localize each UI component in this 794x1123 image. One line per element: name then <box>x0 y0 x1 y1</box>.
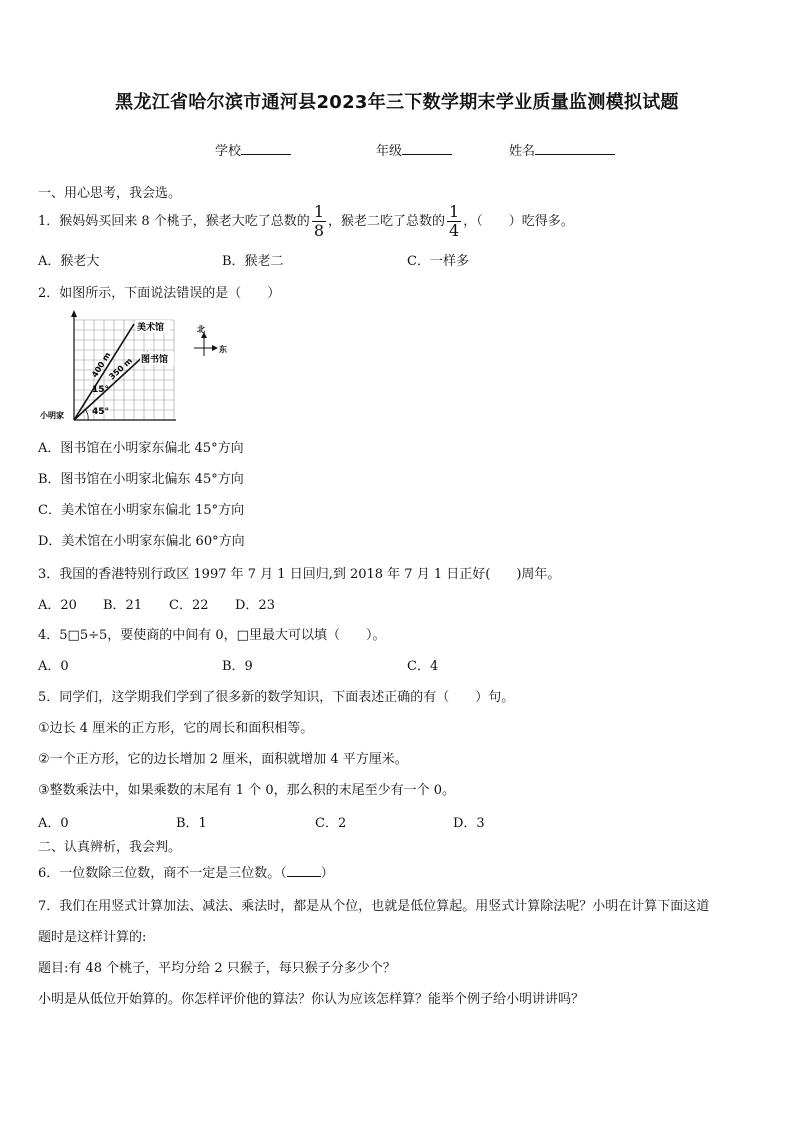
q3-option-a[interactable]: A．20 <box>38 598 77 613</box>
grade-label: 年级 <box>376 144 403 159</box>
q2-option-d[interactable]: D．美术馆在小明家东偏北 60°方向 <box>38 534 245 549</box>
circled-2-mark: ② <box>38 752 50 767</box>
name-blank[interactable] <box>535 142 615 155</box>
question-2: 2．如图所示，下面说法错误的是（ ） <box>38 286 281 301</box>
question-7-line-3: 题目:有 48 个桃子，平均分给 2 只猴子，每只猴子分多少个？ <box>38 961 396 976</box>
direction-figure <box>36 308 236 428</box>
q1-part2: ，猴老二吃了总数的 <box>328 214 446 229</box>
question-6 <box>38 862 334 881</box>
q4-option-c[interactable]: C．4 <box>407 659 439 674</box>
q1-part1: 1．猴妈妈买回来 8 个桃子，猴老大吃了总数的 <box>38 214 310 229</box>
q3-option-d[interactable]: D．23 <box>235 598 275 613</box>
section-1-heading: 一、用心思考，我会选。 <box>38 186 182 201</box>
school-label: 学校 <box>215 144 242 159</box>
q5-statement-2 <box>38 748 408 767</box>
label-art-museum: 美术馆 <box>137 323 165 333</box>
school-field <box>215 140 291 159</box>
q2-option-a[interactable]: A．图书馆在小明家东偏北 45°方向 <box>38 441 244 456</box>
label-north: 北 <box>197 325 205 334</box>
q1-part3: ，（ ）吃得多。 <box>463 214 574 229</box>
q5-statement-1 <box>38 717 313 736</box>
grade-blank[interactable] <box>402 142 452 155</box>
question-4: 4．5□5÷5，要使商的中间有 0，□里最大可以填（ ）。 <box>38 628 386 643</box>
q5-statement-3-text: 整数乘法中，如果乘数的末尾有 1 个 0，那么积的末尾至少有一个 0。 <box>49 783 455 798</box>
question-7-line-4: 小明是从低位开始算的。你怎样评价他的算法？你认为应该怎样算？能举个例子给小明讲讲吗？ <box>38 992 585 1007</box>
q3-option-c[interactable]: C．22 <box>169 598 209 613</box>
label-angle-45: 45° <box>92 407 110 417</box>
page-title: 黑龙江省哈尔滨市通河县2023年三下数学期末学业质量监测模拟试题 <box>115 92 679 113</box>
q5-option-d[interactable]: D．3 <box>453 816 485 831</box>
compass-east-arrow <box>212 345 218 351</box>
school-blank[interactable] <box>241 142 291 155</box>
name-field <box>509 140 615 159</box>
section-2-heading: 二、认真辨析，我会判。 <box>38 840 182 855</box>
grade-field <box>376 140 452 159</box>
q6-answer-blank[interactable] <box>287 865 321 877</box>
question-7-line-1: 7．我们在用竖式计算加法、减法、乘法时，都是从个位，也就是低位算起。用竖式计算除法呢？小明在计算下面这道 <box>38 899 710 914</box>
label-distance-lib: 350 m <box>107 356 135 382</box>
angle-arc <box>85 409 88 420</box>
circled-1-mark: ① <box>38 721 50 736</box>
q5-statement-1-text: 边长 4 厘米的正方形，它的周长和面积相等。 <box>49 721 314 736</box>
q2-option-b[interactable]: B．图书馆在小明家北偏东 45°方向 <box>38 472 244 487</box>
q1-option-a[interactable]: A．猴老大 <box>38 254 100 269</box>
q3-option-b[interactable]: B．21 <box>103 598 143 613</box>
question-1 <box>38 203 574 240</box>
q1-option-b[interactable]: B．猴老二 <box>222 254 284 269</box>
q6-text: 6．一位数除三位数，商不一定是三位数。（ <box>38 866 287 881</box>
label-angle-15: 15° <box>92 385 110 395</box>
fraction-1-8: $\frac{1}{8}$ <box>313 202 324 240</box>
label-east: 东 <box>219 345 227 354</box>
q4-option-a[interactable]: A．0 <box>38 659 69 674</box>
question-3: 3．我国的香港特别行政区 1997 年 7 月 1 日回归,到 2018 年 7 月 1 日正好( )周年。 <box>38 567 561 582</box>
question-5: 5．同学们，这学期我们学到了很多新的数学知识，下面表述正确的有（ ）句。 <box>38 690 515 705</box>
label-library: 图书馆 <box>141 355 169 365</box>
q6-end: ） <box>320 866 334 881</box>
q5-statement-2-text: 一个正方形，它的边长增加 2 厘米，面积就增加 4 平方厘米。 <box>49 752 408 767</box>
label-xiaoming-home: 小明家 <box>40 411 64 420</box>
label-distance-art: 400 m <box>90 350 113 380</box>
q2-option-c[interactable]: C．美术馆在小明家东偏北 15°方向 <box>38 503 245 518</box>
q4-option-b[interactable]: B．9 <box>222 659 253 674</box>
y-axis-arrow <box>71 310 77 317</box>
q5-statement-3 <box>38 779 455 798</box>
fraction-1-4: $\frac{1}{4}$ <box>449 202 460 240</box>
circled-3-mark: ③ <box>38 783 50 798</box>
name-label: 姓名 <box>509 144 536 159</box>
q5-option-b[interactable]: B．1 <box>176 816 207 831</box>
q1-option-c[interactable]: C．一样多 <box>407 254 469 269</box>
q5-option-a[interactable]: A．0 <box>38 816 69 831</box>
question-7-line-2: 题时是这样计算的: <box>38 930 147 945</box>
q5-option-c[interactable]: C．2 <box>315 816 347 831</box>
